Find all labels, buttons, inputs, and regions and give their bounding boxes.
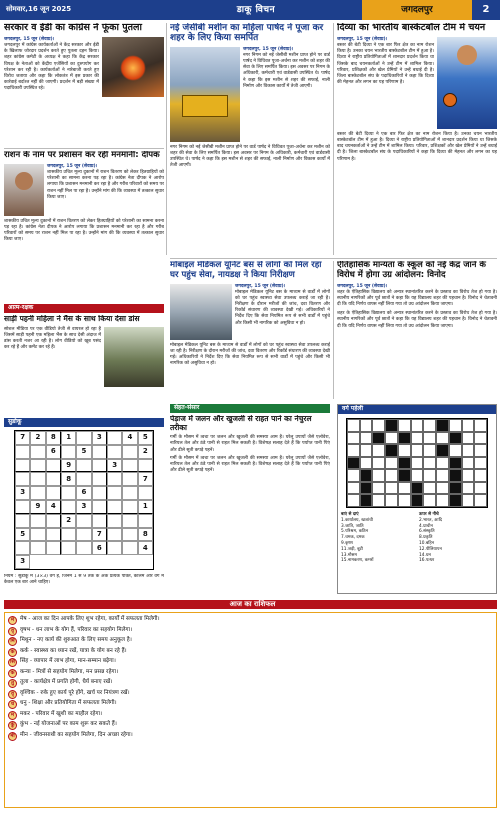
headline: मोबाइल मेडिकल यूनिट बस से लोगों को मिल रहा घर पहुंच सेवा, नायडक्ष ने किया निरीक्षण: [170, 261, 322, 280]
newspaper-title: डाकू विचन: [236, 4, 276, 15]
crossword-grid: [346, 418, 488, 508]
across-clue: 3.जाति, जाति: [341, 523, 364, 529]
story-mobile-medical: [170, 261, 330, 401]
across-clue: 5.परिश्रम, कठिन: [341, 529, 369, 535]
zodiac-icon: वृ: [8, 627, 17, 636]
sudoku-cell: [30, 486, 45, 500]
crossword-cell: [436, 432, 449, 445]
story-body: सोशल मीडिया पर एक वीडियो तेजी से वायरल हो रहा है जिसमें साड़ी पहनी एक महिला भैंस के साथ देसी अंदाज में डांस करती नजर आ रही है। लोग वीडियो को खूब पसंद कर रहे हैं और कमेंट कर रहे हैं।: [4, 326, 101, 351]
story-body-continued: मोबाइल मेडिकल यूनिट बस के माध्यम से वार्डों में लोगों को घर पहुंच स्वास्थ्य सेवा उपलब्ध कराई जा रही है। निरीक्षण के दौरान मरीजों की जांच, दवा वितरण और रिकॉर्ड संधारण की व्यवस्था देखी गई। अधिकारियों ने निर्देश दिए कि सेवा नियमित रूप से सभी वार्डों में पहुंचे और किसी भी नागरिक को असुविधा न हो।: [170, 342, 330, 367]
sudoku-cell: [46, 486, 61, 500]
sudoku-cell: 8: [46, 431, 61, 445]
story-congress-protest: [4, 23, 164, 145]
crossword-cell: [385, 457, 398, 470]
rashi-text: मीन - जीवनसाथी का सहयोग मिलेगा, दिन अच्छा रहेगा।: [20, 731, 133, 738]
rashi-text: वृषभ - धन लाभ के योग हैं, परिवार का सहयोग मिलेगा।: [20, 626, 133, 633]
crossword-cell: [347, 444, 360, 457]
sudoku-cell: [15, 472, 30, 486]
crossword-cell: [372, 432, 385, 445]
crossword-down: [419, 512, 495, 564]
crossword-cell: [372, 457, 385, 470]
headline: राशन के नाम पर प्रशासन कर रही मनमानी: दीपक: [4, 151, 160, 160]
crossword-cell: [385, 419, 398, 432]
story-body-continued: बस्तर की बेटी दिव्या ने एक बार फिर क्षेत्र का नाम रोशन किया है। उनका चयन भारतीय बास्केटबॉल टीम में हुआ है। दिव्या ने राष्ट्रीय प्रतियोगिताओं में शानदार प्रदर्शन किया था जिसके बाद चयनकर्ताओं ने उन्हें टीम में शामिल किया। परिवार, प्रशिक्षकों और खेल प्रेमियों ने उन्हें बधाई दी है। जिला बास्केटबॉल संघ के पदाधिकारियों ने कहा कि दिव्या की मेहनत और लगन का यह परिणाम है।: [337, 131, 497, 162]
crossword-cell: [449, 494, 462, 507]
crossword-cell: [474, 494, 487, 507]
zodiac-icon: कुं: [8, 721, 17, 730]
crossword-cell: [385, 482, 398, 495]
sudoku-cell: [46, 541, 61, 555]
sudoku-cell: 3: [76, 500, 91, 514]
sudoku-cell: [92, 445, 107, 459]
story-body: गर्मी के मौसम में त्वचा पर जलन और खुजली की समस्या आम है। घरेलू उपायों जैसे एलोवेरा, नारियल तेल और ठंडे पानी से राहत मिल सकती है। विशेषज्ञ सलाह देते हैं कि पर्याप्त पानी पिएं और ढीले सूती कपड़े पहनें।: [170, 435, 330, 453]
crossword-cell: [436, 419, 449, 432]
down-clue: 10.बहिन: [419, 540, 435, 546]
column-rule: [333, 261, 334, 399]
sudoku-cell: [122, 500, 137, 514]
crossword-cell: [449, 457, 462, 470]
crossword-cell: [398, 457, 411, 470]
crossword-cell: [347, 432, 360, 445]
crossword-cell: [474, 444, 487, 457]
rashi-item: [8, 711, 493, 720]
sudoku-cell: 8: [61, 472, 76, 486]
crossword-cell: [449, 444, 462, 457]
rashi-text: कन्या - मित्रों से सहयोग मिलेगा, मन प्रसन्न रहेगा।: [20, 668, 119, 675]
rashi-text: मेष - आज का दिन आपके लिए शुभ रहेगा, कार्यों में सफलता मिलेगी।: [20, 616, 160, 622]
sudoku-cell: [122, 528, 137, 542]
crossword-cell: [385, 444, 398, 457]
crossword-title: वर्ग पहेली: [338, 405, 496, 414]
athlete-photo: [437, 37, 497, 129]
rashi-item: [8, 637, 493, 646]
byline: जगदलपुर, 15 जून (सेवाप्र)।: [47, 163, 98, 169]
sudoku-cell: [15, 445, 30, 459]
sudoku-cell: [30, 472, 45, 486]
headline: पेड़ाज में जलन और खुजली से राहत पाने का नेचुरल तरीका: [170, 415, 312, 432]
crossword-cell: [360, 469, 373, 482]
basketball-icon: [443, 93, 457, 107]
story-jcb-machine: [170, 23, 330, 255]
sudoku-cell: [92, 486, 107, 500]
sudoku-cell: 4: [46, 500, 61, 514]
sudoku-cell: 1: [138, 500, 153, 514]
byline: जगदलपुर, 15 जून (सेवाप्र)।: [235, 283, 286, 289]
zodiac-icon: सिं: [8, 658, 17, 667]
sudoku-cell: [107, 486, 122, 500]
story-body-continued: नगर निगम को नई जेसीबी मशीन प्राप्त होने पर वार्ड पार्षद ने विधिवत पूजा-अर्चना कर मशीन को शहर की सेवा के लिए समर्पित किया। इस अवसर पर निगम के अधिकारी, कर्मचारी एवं वार्डवासी उपस्थित थे। पार्षद ने कहा कि इस मशीन से शहर की सफाई, नाली निर्माण और विकास कार्यों में तेजी आएगी।: [170, 144, 330, 169]
zodiac-icon: वृ: [8, 690, 17, 699]
crossword-cell: [398, 482, 411, 495]
crossword-cell: [411, 469, 424, 482]
crossword-cell: [462, 494, 475, 507]
section-rule: [4, 148, 164, 149]
sudoku-cell: 4: [138, 541, 153, 555]
crossword-cell: [411, 494, 424, 507]
sudoku-cell: 5: [15, 528, 30, 542]
crossword-cell: [474, 469, 487, 482]
rashifal-list: [4, 612, 497, 808]
sudoku-cell: [107, 445, 122, 459]
across-clue: 11.जड़ी, बूटी: [341, 546, 363, 552]
crossword-cell: [423, 432, 436, 445]
crossword-cell: [372, 494, 385, 507]
crossword-cell: [360, 482, 373, 495]
rashi-item: [8, 669, 493, 678]
sudoku-cell: 5: [76, 445, 91, 459]
sudoku-cell: [107, 541, 122, 555]
across-clue: 15.नामकरण, कमरों: [341, 558, 374, 564]
sudoku-cell: [61, 445, 76, 459]
sudoku-cell: [92, 472, 107, 486]
story-health-tips: [170, 415, 330, 527]
crossword-cell: [411, 419, 424, 432]
zodiac-icon: तु: [8, 679, 17, 688]
crossword-panel: [337, 404, 497, 594]
crossword-cell: [436, 457, 449, 470]
sudoku-cell: [107, 528, 122, 542]
rashi-text: कर्क - स्वास्थ्य का ध्यान रखें, यात्रा के योग बन रहे हैं।: [20, 647, 127, 654]
sudoku-cell: [76, 431, 91, 445]
sudoku-cell: [76, 472, 91, 486]
zodiac-icon: म: [8, 711, 17, 720]
rashi-item: [8, 679, 493, 688]
rashi-item: [8, 616, 493, 625]
down-heading: ऊपर से नीचे: [419, 512, 439, 517]
crossword-cell: [398, 419, 411, 432]
across-clue: 7.चमक, दमक: [341, 535, 365, 541]
sudoku-cell: [30, 541, 45, 555]
zodiac-icon: मि: [8, 637, 17, 646]
sudoku-cell: 7: [92, 528, 107, 542]
story-divya-basketball: [337, 23, 497, 255]
story-body: मोबाइल मेडिकल यूनिट बस के माध्यम से वार्डों में लोगों को घर पहुंच स्वास्थ्य सेवा उपलब्ध कराई जा रही है। निरीक्षण के दौरान मरीजों की जांच, दवा वितरण और रिकॉर्ड संधारण की व्यवस्था देखी गई। अधिकारियों ने निर्देश दिए कि सेवा नियमित रूप से सभी वार्डों में पहुंचे और किसी भी नागरिक को असुविधा न हो।: [235, 289, 330, 326]
sudoku-cell: [122, 472, 137, 486]
sudoku-cell: [46, 528, 61, 542]
byline: जगदलपुर, 15 जून (सेवाप्र)।: [4, 36, 55, 42]
sudoku-cell: [138, 459, 153, 473]
rashi-item: [8, 732, 493, 741]
byline: जगदलपुर, 15 जून (सेवाप्र)।: [243, 46, 294, 52]
section-label: आत्म-रक्षक: [4, 304, 164, 313]
sudoku-cell: [30, 514, 45, 528]
jcb-photo: [170, 47, 240, 142]
crossword-cell: [449, 469, 462, 482]
rashi-text: तुला - कार्यक्षेत्र में प्रगति होगी, धैर्य बनाए रखें।: [20, 679, 113, 685]
sudoku-cell: 4: [122, 431, 137, 445]
sudoku-cell: 8: [138, 528, 153, 542]
story-body: नगर निगम को नई जेसीबी मशीन प्राप्त होने पर वार्ड पार्षद ने विधिवत पूजा-अर्चना कर मशीन को शहर की सेवा के लिए समर्पित किया। इस अवसर पर निगम के अधिकारी, कर्मचारी एवं वार्डवासी उपस्थित थे। पार्षद ने कहा कि इस मशीन से शहर की सफाई, नाली निर्माण और विकास कार्यों में तेजी आएगी।: [243, 52, 330, 89]
crossword-cell: [347, 494, 360, 507]
story-body-continued: शासकीय उचित मूल्य दुकानों में राशन वितरण को लेकर हितग्राहियों को परेशानी का सामना करना पड़ रहा है। कांग्रेस नेता दीपक ने आरोप लगाया कि प्रशासन मनमानी कर रहा है और गरीब परिवारों को समय पर राशन नहीं मिल पा रहा है। उन्होंने मांग की कि व्यवस्था में तत्काल सुधार किया जाए।: [4, 218, 164, 243]
down-clue: 16.पत्थर: [419, 558, 435, 564]
sudoku-cell: [138, 514, 153, 528]
rashi-text: मिथुन - नए कार्य की शुरुआत के लिए समय अनुकूल है।: [20, 637, 132, 643]
crossword-cell: [462, 457, 475, 470]
story-body: जगदलपुर में कांग्रेस कार्यकर्ताओं ने केंद्र सरकार और ईडी के खिलाफ जोरदार प्रदर्शन करते हुए पुतला दहन किया। शहर कांग्रेस कमेटी के अध्यक्ष ने कहा कि केंद्र सरकार विपक्ष के नेताओं को केंद्रीय एजेंसियों का दुरुपयोग कर परेशान कर रही है। कार्यकर्ताओं ने नारेबाजी करते हुए विरोध जताया और कहा कि लोकतंत्र में इस प्रकार की कार्रवाई बर्दाश्त नहीं की जाएगी। प्रदर्शन में बड़ी संख्या में पदाधिकारी उपस्थित रहे।: [4, 43, 99, 92]
sudoku-cell: 7: [15, 431, 30, 445]
medical-unit-photo: [170, 284, 232, 340]
headline: साड़ी पहनी महिला ने मैंस के साथ किया देसा डांस: [4, 315, 140, 323]
sudoku-grid: [14, 430, 154, 570]
sudoku-cell: [15, 459, 30, 473]
crossword-cell: [462, 469, 475, 482]
down-clue: 8.प्रकृति: [419, 535, 433, 541]
sudoku-cell: [76, 514, 91, 528]
headline: सरकार व ईडी का कांग्रेस ने फूंका पुतला: [4, 23, 142, 33]
crossword-cell: [462, 444, 475, 457]
athlete-face-graphic: [457, 45, 477, 65]
crossword-cell: [347, 457, 360, 470]
story-body: बस्तर की बेटी दिव्या ने एक बार फिर क्षेत्र का नाम रोशन किया है। उनका चयन भारतीय बास्केटबॉल टीम में हुआ है। दिव्या ने राष्ट्रीय प्रतियोगिताओं में शानदार प्रदर्शन किया था जिसके बाद चयनकर्ताओं ने उन्हें टीम में शामिल किया। परिवार, प्रशिक्षकों और खेल प्रेमियों ने उन्हें बधाई दी है। जिला बास्केटबॉल संघ के पदाधिकारियों ने कहा कि दिव्या की मेहनत और लगन का यह परिणाम है।: [337, 43, 434, 86]
leader-photo: [4, 164, 44, 216]
story-body: शासकीय उचित मूल्य दुकानों में राशन वितरण को लेकर हितग्राहियों को परेशानी का सामना करना पड़ रहा है। कांग्रेस नेता दीपक ने आरोप लगाया कि प्रशासन मनमानी कर रहा है और गरीब परिवारों को समय पर राशन नहीं मिल पा रहा है। उन्होंने मांग की कि व्यवस्था में तत्काल सुधार किया जाए।: [47, 169, 164, 200]
crossword-cell: [372, 469, 385, 482]
sudoku-cell: 6: [46, 445, 61, 459]
headline: नई जेसीबी मशीन का महिला पार्षद ने पूजा कर शहर के लिए किया समर्पित: [170, 23, 324, 44]
sudoku-cell: [122, 486, 137, 500]
sudoku-cell: [61, 486, 76, 500]
across-heading: बाएं से दाएं: [341, 512, 359, 517]
story-body: शहर के ऐतिहासिक विद्यालय को अन्यत्र स्थानांतरित करने के प्रस्ताव का विरोध तेज हो गया है। स्थानीय नागरिकों और पूर्व छात्रों ने कहा कि यह विद्यालय शहर की पहचान है। विनोद ने चेतावनी दी कि यदि निर्णय वापस नहीं लिया गया तो उग्र आंदोलन किया जाएगा।: [337, 289, 497, 308]
crossword-cell: [372, 419, 385, 432]
crossword-cell: [347, 469, 360, 482]
crossword-cell: [360, 419, 373, 432]
rashi-text: धनु - शिक्षा और प्रतियोगिता में सफलता मिलेगी।: [20, 700, 117, 706]
rashi-item: [8, 721, 493, 730]
zodiac-icon: मे: [8, 616, 17, 625]
edition-city: जगदलपुर: [362, 0, 472, 20]
sudoku-cell: [92, 459, 107, 473]
crossword-cell: [347, 419, 360, 432]
across-clue: 1.कार्यालय, खजांची: [341, 517, 373, 523]
sudoku-cell: 3: [107, 459, 122, 473]
sudoku-cell: [61, 500, 76, 514]
zodiac-icon: क: [8, 669, 17, 678]
crossword-cell: [462, 419, 475, 432]
sudoku-cell: [76, 528, 91, 542]
crossword-cell: [474, 432, 487, 445]
sudoku-cell: [107, 431, 122, 445]
crossword-cell: [398, 432, 411, 445]
rashi-item: [8, 627, 493, 636]
page-number: 2: [482, 4, 490, 16]
sudoku-cell: [92, 514, 107, 528]
sudoku-cell: [15, 514, 30, 528]
sudoku-cell: [30, 459, 45, 473]
crossword-cell: [423, 494, 436, 507]
sudoku-cell: 5: [138, 431, 153, 445]
crossword-cell: [462, 482, 475, 495]
zodiac-icon: मी: [8, 732, 17, 741]
sudoku-rules: नियम : सुडोकू में (3×3) वर्ग हैं, जिनमें 1 से 9 तक के अंक प्रत्येक पंक्ति, कॉलम और वर्ग में केवल एक बार आने चाहिए।: [4, 574, 164, 586]
sudoku-cell: [122, 541, 137, 555]
sudoku-cell: [61, 541, 76, 555]
crossword-cell: [360, 494, 373, 507]
sudoku-cell: [61, 528, 76, 542]
sudoku-cell: 2: [30, 431, 45, 445]
crossword-cell: [372, 444, 385, 457]
story-school-protest: [337, 261, 497, 401]
sudoku-cell: [122, 459, 137, 473]
viral-video-photo: [104, 327, 164, 387]
crossword-cell: [436, 469, 449, 482]
sudoku-cell: 9: [61, 459, 76, 473]
crossword-cell: [411, 482, 424, 495]
sudoku-title: सुडोकू: [4, 418, 164, 427]
crossword-cell: [436, 494, 449, 507]
issue-date: सोमवार,16 जून 2025: [6, 5, 72, 14]
rashi-text: कुंभ - नई योजनाओं पर काम शुरू कर सकते हैं।: [20, 721, 117, 727]
protest-photo: [102, 37, 164, 97]
crossword-cell: [360, 432, 373, 445]
crossword-cell: [411, 457, 424, 470]
crossword-across: [341, 512, 417, 564]
rashi-text: वृश्चिक - रुके हुए कार्य पूरे होंगे, खर्च पर नियंत्रण रखें।: [20, 689, 130, 696]
crossword-cell: [385, 494, 398, 507]
rashi-item: [8, 648, 493, 657]
story-body-continued: शहर के ऐतिहासिक विद्यालय को अन्यत्र स्थानांतरित करने के प्रस्ताव का विरोध तेज हो गया है। स्थानीय नागरिकों और पूर्व छात्रों ने कहा कि यह विद्यालय शहर की पहचान है। विनोद ने चेतावनी दी कि यदि निर्णय वापस नहीं लिया गया तो उग्र आंदोलन किया जाएगा।: [337, 311, 497, 329]
crossword-cell: [372, 482, 385, 495]
crossword-cell: [398, 494, 411, 507]
fire-graphic: [120, 55, 146, 81]
sudoku-cell: 9: [30, 500, 45, 514]
crossword-cell: [347, 482, 360, 495]
sudoku-cell: 6: [76, 486, 91, 500]
crossword-cell: [398, 469, 411, 482]
rashi-item: [8, 700, 493, 709]
leader-face-graphic: [15, 172, 33, 190]
crossword-cell: [449, 432, 462, 445]
crossword-cell: [360, 457, 373, 470]
across-clue: 13.मौसम: [341, 552, 357, 558]
column-rule: [166, 23, 167, 255]
story-viral-dance: [4, 315, 164, 415]
crossword-cell: [423, 457, 436, 470]
rashi-item: [8, 690, 493, 699]
sudoku-cell: 3: [15, 555, 30, 569]
sudoku-cell: [30, 528, 45, 542]
down-clue: 6.संस्कृति: [419, 529, 435, 535]
sudoku-cell: [46, 472, 61, 486]
rashi-text: मकर - परिवार में खुशी का माहौल रहेगा।: [20, 710, 103, 717]
masthead: [0, 0, 500, 20]
rashi-text: सिंह - व्यापार में लाभ होगा, मान-सम्मान बढ़ेगा।: [20, 658, 116, 664]
crossword-cell: [411, 444, 424, 457]
sudoku-cell: [76, 541, 91, 555]
sudoku-cell: [107, 500, 122, 514]
crossword-cell: [449, 482, 462, 495]
crossword-cell: [385, 432, 398, 445]
byline: जगदलपुर, 15 जून (सेवाप्र)।: [337, 283, 388, 289]
section-label: सेहत-संसार: [170, 404, 330, 413]
zodiac-icon: ध: [8, 700, 17, 709]
headline: ऐतिहासिक मान्यता के स्कूल को नई केंद्र जाने के विरोध में होगा उग्र आंदोलन: विनोद: [337, 261, 486, 280]
sudoku-cell: [107, 472, 122, 486]
jcb-body-graphic: [182, 95, 228, 117]
sudoku-cell: [107, 514, 122, 528]
sudoku-cell: [46, 459, 61, 473]
sudoku-cell: 7: [138, 472, 153, 486]
across-clue: 9.कृष्ण: [341, 540, 353, 546]
down-clue: 4.प्राचीन: [419, 523, 433, 529]
crossword-cell: [474, 482, 487, 495]
crossword-cell: [449, 419, 462, 432]
sudoku-cell: [122, 514, 137, 528]
sudoku-cell: [138, 486, 153, 500]
sudoku-cell: 6: [92, 541, 107, 555]
sudoku-cell: [15, 500, 30, 514]
crossword-cell: [423, 482, 436, 495]
crossword-cell: [474, 419, 487, 432]
story-ration-dispute: [4, 151, 164, 301]
rashi-item: [8, 658, 493, 667]
sudoku-cell: 3: [92, 431, 107, 445]
crossword-cell: [398, 444, 411, 457]
crossword-cell: [360, 444, 373, 457]
section-rule: [170, 258, 497, 259]
sudoku-cell: 1: [61, 431, 76, 445]
sudoku-cell: [46, 514, 61, 528]
sudoku-cell: 2: [61, 514, 76, 528]
column-rule: [333, 23, 334, 255]
sudoku-cell: [92, 500, 107, 514]
crossword-cell: [474, 457, 487, 470]
crossword-cell: [436, 444, 449, 457]
story-body-continued: गर्मी के मौसम में त्वचा पर जलन और खुजली की समस्या आम है। घरेलू उपायों जैसे एलोवेरा, नारियल तेल और ठंडे पानी से राहत मिल सकती है। विशेषज्ञ सलाह देते हैं कि पर्याप्त पानी पिएं और ढीले सूती कपड़े पहनें।: [170, 455, 330, 474]
down-clue: 2.भारत, आदि: [419, 517, 442, 523]
crossword-cell: [423, 444, 436, 457]
crossword-cell: [436, 482, 449, 495]
sudoku-cell: 3: [15, 486, 30, 500]
crossword-cell: [423, 419, 436, 432]
byline: जगदलपुर, 15 जून (सेवाप्र)।: [337, 36, 388, 42]
crossword-cell: [411, 432, 424, 445]
headline: दिव्या का भारतीय बास्केटबॉल टीम में चयन: [337, 23, 486, 33]
crossword-cell: [462, 432, 475, 445]
zodiac-icon: क: [8, 648, 17, 657]
crossword-cell: [385, 469, 398, 482]
sudoku-cell: 2: [138, 445, 153, 459]
rashifal-title: आज का राशिफल: [4, 600, 497, 609]
crossword-cell: [423, 469, 436, 482]
sudoku-cell: [76, 459, 91, 473]
sudoku-cell: [15, 541, 30, 555]
down-clue: 14.धन: [419, 552, 431, 558]
sudoku-cell: [122, 445, 137, 459]
sudoku-cell: [30, 445, 45, 459]
down-clue: 12.पीलियापन: [419, 546, 442, 552]
